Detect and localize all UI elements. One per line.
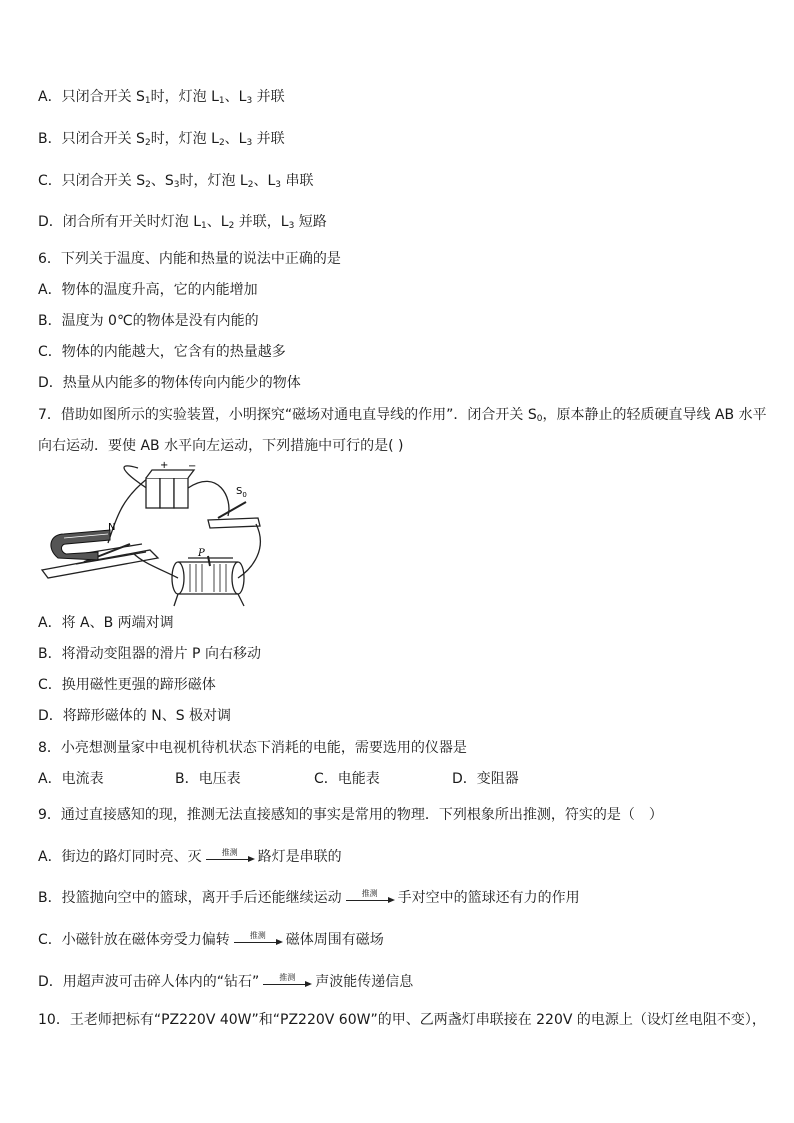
switch-lever [218, 502, 246, 518]
q6-option-c: C．物体的内能越大，它含有的热量越多 [38, 344, 286, 360]
q9-option-a: A．街边的路灯同时亮、灭 推测 路灯是串联的 [38, 848, 342, 865]
q7-option-a: A．将 A、B 两端对调 [38, 615, 174, 631]
infer-arrow-icon: 推测 [204, 848, 256, 866]
magnet-n-label: N [108, 522, 116, 533]
q7-option-d: D．将蹄形磁体的 N、S 极对调 [38, 708, 232, 724]
rheostat-legs [174, 594, 244, 606]
switch-label: $S_0$ [236, 486, 247, 499]
switch-base [208, 518, 260, 528]
q7-stem-line2: 向右运动．要使 AB 水平向左运动，下列措施中可行的是( ) [38, 438, 404, 454]
q6-option-d: D．热量从内能多的物体传向内能少的物体 [38, 375, 301, 391]
apparatus-diagram [38, 458, 270, 608]
q6-option-a: A．物体的温度升高，它的内能增加 [38, 282, 258, 298]
q8-option-d: D．变阻器 [452, 771, 519, 787]
q9-option-c: C．小磁针放在磁体旁受力偏转 推测 磁体周围有磁场 [38, 931, 384, 948]
q8-option-a: A．电流表 [38, 771, 104, 787]
q7-option-c: C．换用磁性更强的蹄形磁体 [38, 677, 216, 693]
rheostat-body [178, 562, 238, 594]
q9-option-d: D．用超声波可击碎人体内的“钻石” 推测 声波能传递信息 [38, 973, 414, 990]
battery-pack [146, 470, 194, 508]
battery-plus-label: + [160, 460, 169, 471]
wire-battery-switch [188, 481, 229, 516]
infer-arrow-icon: 推测 [232, 931, 284, 949]
experiment-figure [38, 458, 270, 608]
q8-option-c: C．电能表 [314, 771, 380, 787]
q6-option-b: B．温度为 0℃的物体是没有内能的 [38, 313, 259, 329]
wire-switch-rheostat [238, 524, 260, 578]
q5-option-b: B．只闭合开关 $S_2$时，灯泡 $L_2$、$L_3$ 并联 [38, 131, 285, 148]
q8-stem: 8．小亮想测量家中电视机待机状态下消耗的电能，需要选用的仪器是 [38, 740, 467, 756]
rheostat-coils [190, 564, 226, 592]
wire-rheostat-rail [133, 553, 178, 578]
q5-option-c: C．只闭合开关 $S_2$、$S_3$时，灯泡 $L_2$、$L_3$ 串联 [38, 173, 314, 190]
slider-p-label: P [198, 548, 205, 559]
q8-option-b: B．电压表 [175, 771, 241, 787]
q7-stem-line1: 7．借助如图所示的实验装置，小明探究“磁场对通电直导线的作用”．闭合开关 $S_0$，原本静止的轻质硬直导线 AB 水平 [38, 407, 767, 424]
q5-option-d: D．闭合所有开关时灯泡 $L_1$、$L_2$ 并联，$L_3$ 短路 [38, 214, 327, 231]
q9-stem: 9．通过直接感知的现，推测无法直接感知的事实是常用的物理．下列根象所出推测，符实的是（ ） [38, 807, 663, 823]
q10-stem: 10．王老师把标有“PZ220V 40W”和“PZ220V 60W”的甲、乙两盏灯串联接在 220V 的电源上（设灯丝电阻不变）， [38, 1012, 766, 1028]
battery-minus-label: − [188, 461, 197, 472]
q9-option-b: B．投篮抛向空中的篮球，离开手后还能继续运动 推测 手对空中的篮球还有力的作用 [38, 889, 580, 906]
wire-battery-rail [108, 478, 148, 543]
infer-arrow-icon: 推测 [261, 973, 313, 991]
q7-option-b: B．将滑动变阻器的滑片 P 向右移动 [38, 646, 261, 662]
q6-stem: 6．下列关于温度、内能和热量的说法中正确的是 [38, 251, 341, 267]
q5-option-a: A．只闭合开关 $S_1$时，灯泡 $L_1$、$L_3$ 并联 [38, 89, 285, 106]
infer-arrow-icon: 推测 [344, 889, 396, 907]
